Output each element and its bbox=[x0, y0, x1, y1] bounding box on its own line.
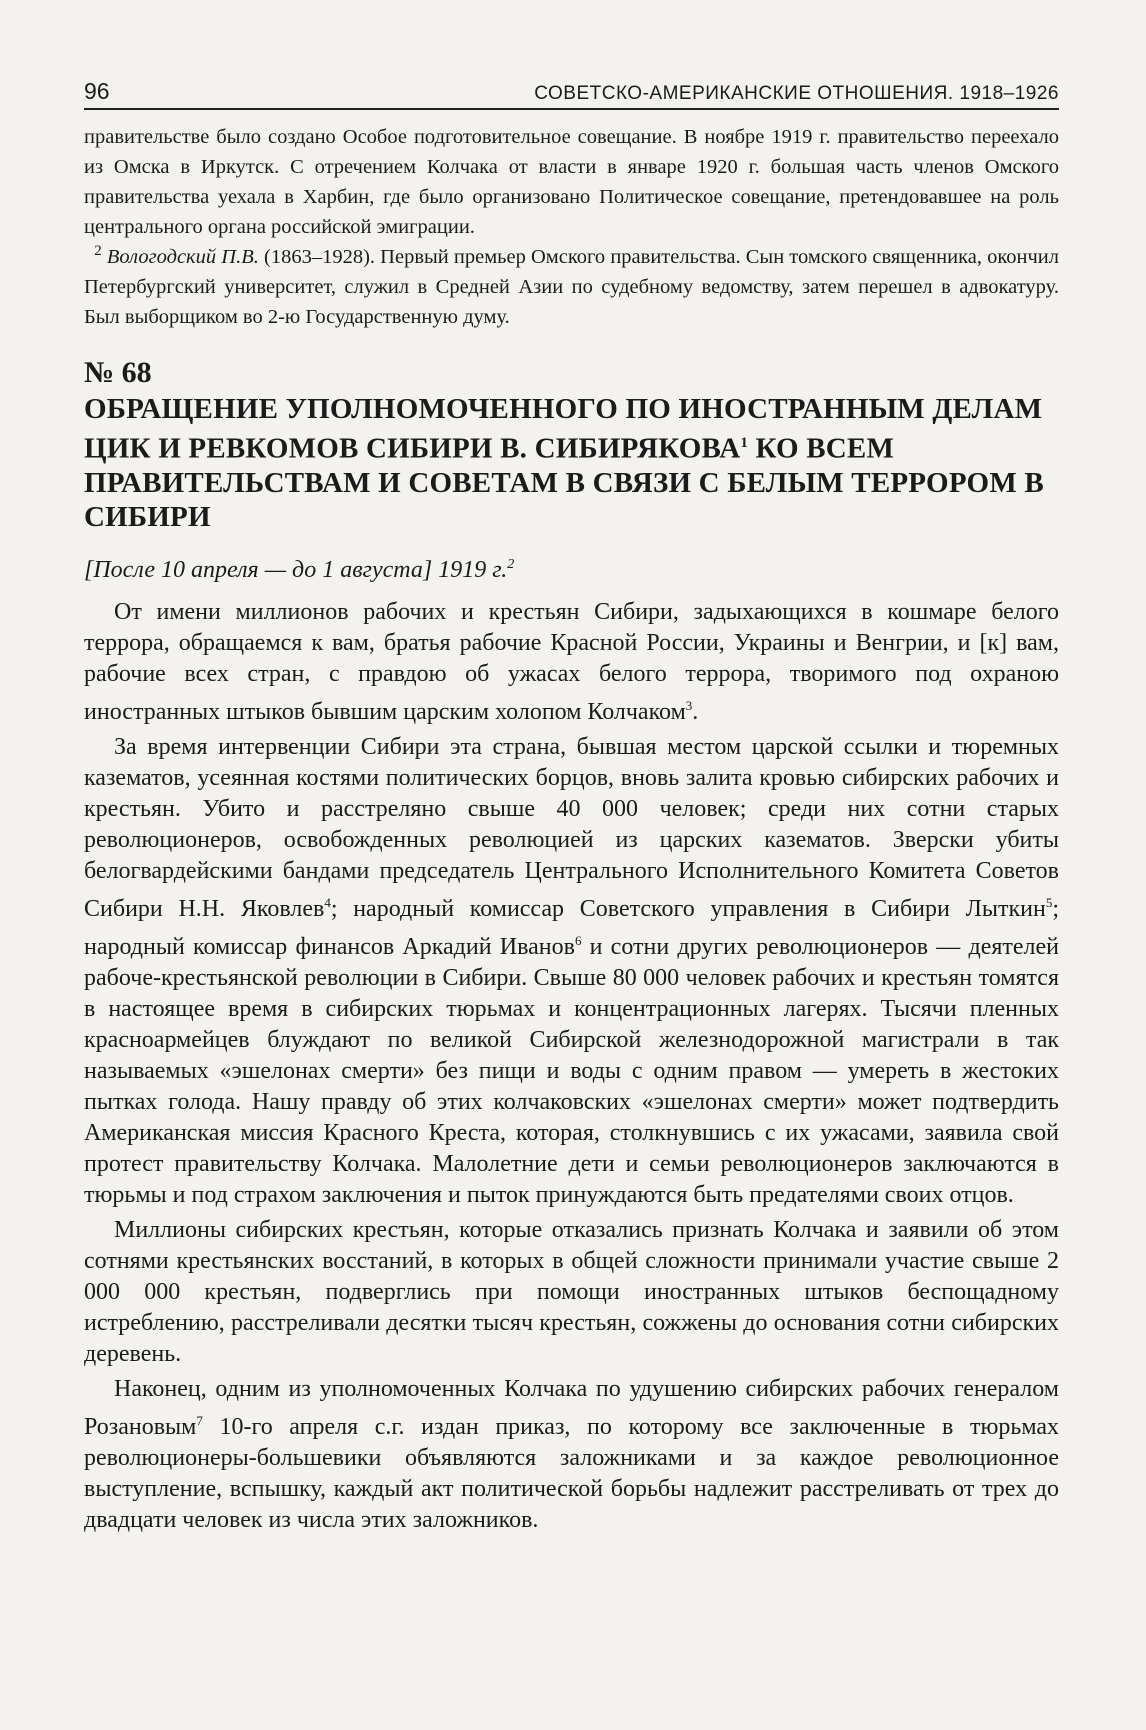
running-head: СОВЕТСКО-АМЕРИКАНСКИЕ ОТНОШЕНИЯ. 1918–1926 bbox=[534, 83, 1059, 104]
document-date bbox=[84, 550, 1059, 585]
document-date-text: [После 10 апреля — до 1 августа] 1919 г. bbox=[84, 556, 508, 583]
footnote-number: 2 bbox=[94, 243, 102, 260]
paragraph-text: ; народный комиссар финансов Аркадий Иванов bbox=[84, 895, 1060, 960]
paragraph-1 bbox=[84, 597, 1059, 728]
document-title bbox=[84, 392, 1059, 534]
document-title-main: ОБРАЩЕНИЕ УПОЛНОМОЧЕННОГО ПО ИНОСТРАННЫМ ДЕЛАМ ЦИК И РЕВКОМОВ СИБИРИ В. СИБИРЯКОВА bbox=[84, 393, 1043, 465]
title-footnote-ref: 1 bbox=[740, 435, 749, 451]
paragraph-3: Миллионы сибирских крестьян, которые отказались признать Колчака и заявили об этом сотнями крестьянских восстаний, в которых в общей сложности принимали участие свыше 2 000 000 крестьян, подверглись при помощи иностранных штыков беспощадному истреблению, расстреливали десятки тысяч крестьян, сожжены до основания сотни сибирских деревень. bbox=[84, 1216, 1059, 1367]
paragraph-text: От имени миллионов рабочих и крестьян Сибири, задыхающихся в кошмаре белого террора, обращаемся к вам, братья рабочие Красной России, Украины и Венгрии, и [к] вам, рабочие всех стран, с правдою об ужасах белого террора, творимого под охраною иностранных штыков бывшим царским холопом Колчаком bbox=[84, 598, 1059, 725]
footnote-text: (1863–1928). Первый премьер Омского правительства. Сын томского священника, окончил Петербургский университет, служил в Средней Азии по судебному ведомству, затем перешел в адвокатуру. Был выборщиком во 2-ю Государственную думу. bbox=[84, 246, 1060, 328]
page-number: 96 bbox=[84, 78, 110, 104]
footnote-ref: 6 bbox=[574, 932, 582, 948]
paragraph-text: и сотни других революционеров — деятелей рабоче-крестьянской революции в Сибири. Свыше 80 000 человек рабочих и крестьян томятся в настоящее время в сибирских тюрьмах и концентрационных лагерях. Тысячи пленных красноармейцев блуждают по великой Сибирской железнодорожной магистрали в так называемых «эшелонах смерти» без пищи и воды с одним правом — умереть в жестоких пытках голода. Нашу правду об этих колчаковских «эшелонах смерти» может подтвердить Американская миссия Красного Креста, которая, столкнувшись с их ужасами, заявила свой протест правительству Колчака. Малолетние дети и семьи революционеров заключаются в тюрьмы и под страхом заключения и пыток принуждаются быть предателями своих отцов. bbox=[84, 933, 1059, 1208]
footnote-continued: правительстве было создано Особое подготовительное совещание. В ноябре 1919 г. правительство переехало из Омска в Иркутск. С отречением Колчака от власти в январе 1920 г. большая часть членов Омского правительства уехала в Харбин, где было организовано Политическое совещание, претендовавшее на роль центрального органа российской эмиграции. bbox=[84, 126, 1059, 238]
paragraph-text: 10-го апреля с.г. издан приказ, по которому все заключенные в тюрьмах революционеры-большевики объявляются заложниками и за каждое революционное выступление, вспышку, каждый акт политической борьбы надлежит расстреливать от трех до двадцати человек из числа этих заложников. bbox=[84, 1413, 1059, 1533]
document-title-rest: КО ВСЕМ ПРАВИТЕЛЬСТВАМ И СОВЕТАМ В СВЯЗИ С БЕЛЫМ ТЕРРОРОМ В СИБИРИ bbox=[84, 432, 1044, 533]
footnote-person-name: Вологодский П.В. bbox=[106, 246, 259, 268]
paragraph-4 bbox=[84, 1374, 1059, 1536]
document-number: № 68 bbox=[84, 356, 152, 389]
footnote-ref: 5 bbox=[1045, 894, 1053, 910]
paragraph-2 bbox=[84, 732, 1059, 1211]
paragraph-text: . bbox=[692, 698, 699, 725]
paragraph-text: ; народный комиссар Советского управления в Сибири Лыткин bbox=[330, 895, 1046, 922]
footnote-2 bbox=[84, 242, 1059, 332]
footnote-ref: 7 bbox=[196, 1412, 203, 1428]
page-header bbox=[84, 78, 1059, 110]
paragraph-text: За время интервенции Сибири эта страна, бывшая местом царской ссылки и тюремных казематов, усеянная костями политических борцов, вновь залита кровью сибирских рабочих и крестьян. Убито и расстреляно свыше 40 000 человек; среди них сотни старых революционеров, освобожденных революцией из царских казематов. Зверски убиты белогвардейскими бандами председатель Центрального Исполнительного Комитета Советов Сибири Н.Н. Яковлев bbox=[84, 733, 1059, 922]
paragraph-text: Наконец, одним из уполномоченных Колчака по удушению сибирских рабочих генералом Розановым bbox=[84, 1375, 1059, 1440]
footnote-ref: 4 bbox=[324, 894, 331, 910]
book-page bbox=[84, 78, 1059, 1540]
date-footnote-ref: 2 bbox=[507, 556, 515, 572]
footnote-ref: 3 bbox=[685, 697, 693, 713]
